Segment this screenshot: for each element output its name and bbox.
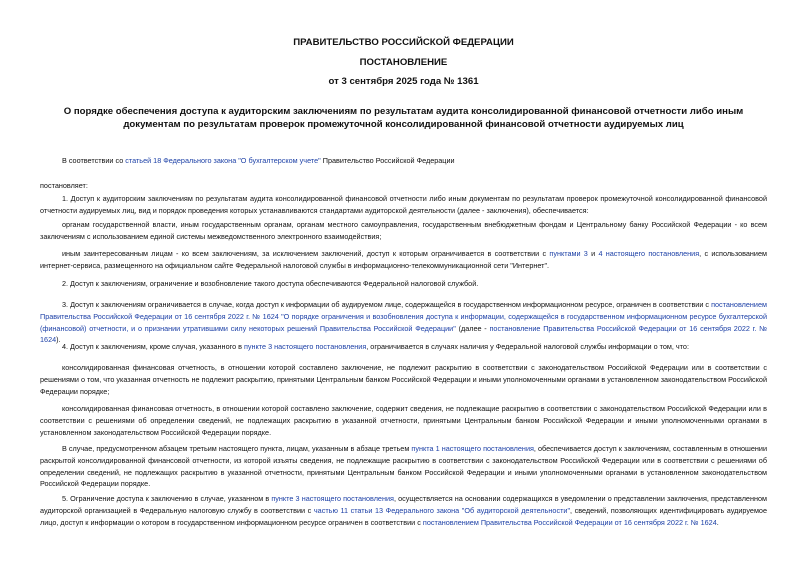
- document-title: О порядке обеспечения доступа к аудиторским заключениям по результатам аудита консолидированной финансовой отчетности либо иным документам по результатам проверок промежуточной консолидированной финансовой отчетности аудируемых лиц: [63, 106, 744, 130]
- document-type: ПОСТАНОВЛЕНИЕ: [359, 57, 448, 68]
- paragraph-4-a: консолидированная финансовая отчетность, в отношении которой составлено заключение, не подлежит раскрытию в соответствии с законодательством Российской Федерации или в соответствии с решениями о том, что указанная отчетность не подлежит раскрытию, принятыми Центральным банком Российской Федерации и иными уполномоченными органами в установленном законодательством Российской Федерации порядке;: [40, 363, 767, 396]
- paragraph-1-a: органам государственной власти, иным государственным органам, органам местного самоуправления, государственным внебюджетным фондам и Центральному банку Российской Федерации - ко всем заключениям с использованием единой системы межведомственного электронного взаимодействия;: [40, 220, 767, 241]
- link-point-1[interactable]: пункта 1 настоящего постановления: [411, 444, 534, 453]
- paragraph-3: 3. Доступ к заключениям ограничивается в случае, когда доступ к информации об аудируемом лице, содержащейся в государственном информационном ресурсе, ограничен в соответствии с постановлением Правительства Российской Федерации от 16 сентября 2022 г. № 1624 "О порядке ограничения и возобновления доступа к информации, содержащейся в государственном информационном ресурсе бухгалтерской (финансовой) отчетности, и о признании утратившими силу некоторых решений Правительства Российской Федерации" (далее - постановление Правительства Российской Федерации от 16 сентября 2022 г. № 1624).: [40, 300, 767, 345]
- link-audit-law[interactable]: частью 11 статьи 13 Федерального закона "Об аудиторской деятельности": [313, 505, 571, 515]
- date-number: от 3 сентября 2025 года № 1361: [328, 76, 479, 87]
- paragraph-1: 1. Доступ к аудиторским заключениям по результатам аудита консолидированной финансовой отчетности либо иным документам по результатам проверок промежуточной консолидированной финансовой отчетности аудируемых лиц, вид и порядок проведения которых устанавливаются стандартами аудиторской деятельности (далее - заключения), обеспечивается:: [40, 194, 767, 215]
- link-point-4[interactable]: 4 настоящего постановления: [598, 249, 700, 258]
- law-link-accounting[interactable]: статьей 18 Федерального закона "О бухгалтерском учете": [125, 156, 321, 165]
- link-resolution-1624-c[interactable]: постановлением Правительства Российской Федерации от 16 сентября 2022 г. № 1624: [422, 517, 717, 527]
- link-resolution-1624-full[interactable]: постановлением Правительства Российской Федерации от 16 сентября 2022 г. № 1624 "О порядке ограничения и возобновления доступа к информации, содержащейся в государственном информационном ресурсе бухгалтерской (финансовой) отчетности, и о признании утратившими силу некоторых решений Правительства Российской Федерации": [40, 300, 767, 333]
- paragraph-5: 5. Ограничение доступа к заключению в случае, указанном в пункте 3 настоящего постановления, осуществляется на основании содержащихся в уведомлении о представлении заключения, представленном аудиторской организацией в Федеральную налоговую службу в соответствии с частью 11 статьи 13 Федерального закона "Об аудиторской деятельности", сведений, позволяющих идентифицировать аудируемое лицо, доступ к информации о котором в государственном информационном ресурсе ограничен в соответствии с постановлением Правительства Российской Федерации от 16 сентября 2022 г. № 1624.: [40, 494, 767, 527]
- paragraph-1-b: иным заинтересованным лицам - ко всем заключениям, за исключением заключений, доступ к которым ограничивается в соответствии с пунктами 3 и 4 настоящего постановления, с использованием интернет-сервиса, размещенного на официальном сайте Федеральной налоговой службы в информационно-телекоммуникационной сети "Интернет".: [40, 249, 767, 270]
- paragraph-2: 2. Доступ к заключениям, ограничение и возобновление такого доступа обеспечиваются Федеральной налоговой службой.: [62, 279, 479, 288]
- paragraph-4-b: консолидированная финансовая отчетность, в отношении которой составлено заключение, содержит сведения, не подлежащие раскрытию в соответствии с законодательством Российской Федерации или в соответствии с решениями об определении сведений, не подлежащих раскрытию в указанной отчетности, принятыми Центральным банком Российской Федерации и иными уполномоченными органами в установленном законодательством Российской Федерации порядке.: [40, 404, 767, 437]
- link-resolution-1624-short[interactable]: постановление Правительства Российской Федерации от 16 сентября 2022 г. № 1624: [40, 323, 767, 345]
- government-heading: ПРАВИТЕЛЬСТВО РОССИЙСКОЙ ФЕДЕРАЦИИ: [293, 37, 514, 48]
- preamble: В соответствии со статьей 18 Федерального закона "О бухгалтерском учете" Правительство Российской Федерации: [62, 156, 455, 165]
- link-point-3[interactable]: пунктами 3: [549, 249, 588, 258]
- link-point-3-b[interactable]: пункте 3 настоящего постановления: [244, 342, 367, 351]
- link-point-3-c[interactable]: пункте 3 настоящего постановления: [271, 494, 394, 503]
- paragraph-4: 4. Доступ к заключениям, кроме случая, указанного в пункте 3 настоящего постановления, ограничивается в случаях наличия у Федеральной налоговой службы информации о том, что:: [62, 342, 689, 351]
- resolves-word: постановляет:: [40, 181, 88, 190]
- paragraph-4-c: В случае, предусмотренном абзацем третьим настоящего пункта, лицам, указанным в абзаце третьем пункта 1 настоящего постановления, обеспечивается доступ к заключениям, составленным в отношении раскрытой консолидированной финансовой отчетности, из которой изъяты сведения, не подлежащие раскрытию в соответствии с законодательством Российской Федерации или в соответствии с решениями об определении сведений, не подлежащих раскрытию в указанной отчетности, принятыми Центральным банком Российской Федерации и иными уполномоченными органами в установленном законодательством Российской Федерации порядке.: [40, 444, 767, 489]
